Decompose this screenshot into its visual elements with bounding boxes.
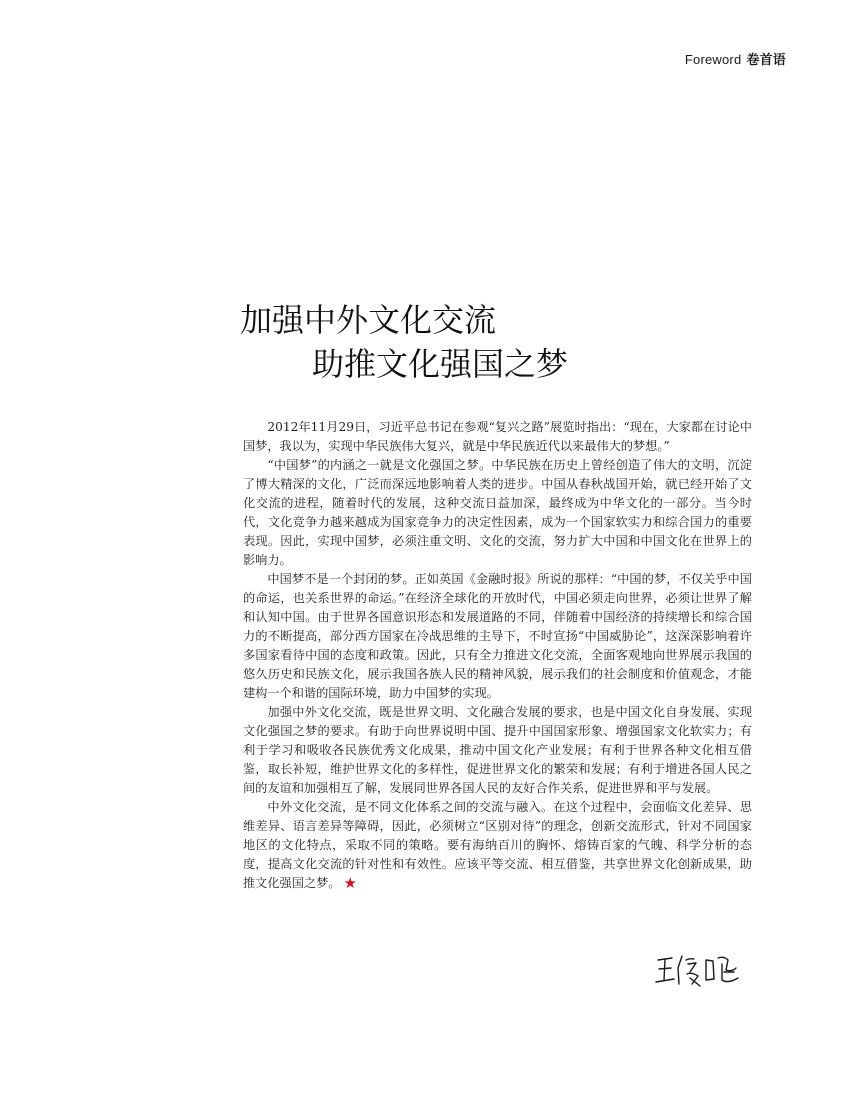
paragraph: “中国梦”的内涵之一就是文化强国之梦。中华民族在历史上曾经创造了伟大的文明，沉淀了博大精深的文化，广泛而深远地影响着人类的进步。中国从春秋战国开始，就已经开始了文化交流的进程，随着时代的发展，这种交流日益加深，最终成为中华文化的一部分。当今时代，文化竞争力越来越成为国家竞争力的决定性因素，成为一个国家软实力和综合国力的重要表现。因此，实现中国梦，必须注重文明、文化的交流，努力扩大中国和中国文化在世界上的影响力。 <box>243 458 752 567</box>
paragraph-last <box>243 798 752 893</box>
running-header <box>685 49 786 68</box>
paragraph-text: 中外文化交流，是不同文化体系之间的交流与融入。在这个过程中，会面临文化差异、思维差异、语言差异等障碍，因此，必须树立“区别对待”的理念，创新交流形式，针对不同国家地区的文化特点，采取不同的策略。要有海纳百川的胸怀、熔铸百家的气魄、科学分析的态度，提高文化交流的针对性和有效性。应该平等交流、相互借鉴，共享世界文化创新成果，助推文化强国之梦。 <box>243 800 752 890</box>
article-body <box>243 418 752 893</box>
paragraph: 中国梦不是一个封闭的梦。正如英国《金融时报》所说的那样：“中国的梦，不仅关乎中国的命运，也关系世界的命运。”在经济全球化的开放时代，中国必须走向世界，必须让世界了解和认知中国。由于世界各国意识形态和发展道路的不同，伴随着中国经济的持续增长和综合国力的不断提高，部分西方国家在冷战思维的主导下，不时宣扬“中国威胁论”，这深深影响着许多国家看待中国的态度和政策。因此，只有全力推进文化交流，全面客观地向世界展示我国的悠久历史和民族文化，展示我国各族人民的精神风貌，展示我们的社会制度和价值观念，才能建构一个和谐的国际环境，助力中国梦的实现。 <box>243 572 752 700</box>
paragraph: 加强中外文化交流，既是世界文明、文化融合发展的要求，也是中国文化自身发展、实现文化强国之梦的要求。有助于向世界说明中国、提升中国国家形象、增强国家文化软实力；有利于学习和吸收各民族优秀文化成果，推动中国文化产业发展；有利于世界各种文化相互借鉴，取长补短，维护世界文化的多样性，促进世界文化的繁荣和发展；有利于增进各国人民之间的友谊和加强相互了解，发展同世界各国人民的友好合作关系，促进世界和平与发展。 <box>243 705 752 795</box>
header-chinese-label: 卷首语 <box>746 52 786 67</box>
title-line-1: 加强中外文化交流 <box>240 301 497 339</box>
paragraph: 2012年11月29日，习近平总书记在参观“复兴之路”展览时指出：“现在，大家都在讨论中国梦，我以为，实现中华民族伟大复兴，就是中华民族近代以来最伟大的梦想。” <box>243 420 752 453</box>
header-english-label: Foreword <box>684 52 742 67</box>
handwritten-signature <box>652 950 742 992</box>
title-line-2: 助推文化强国之梦 <box>312 345 569 383</box>
article-title <box>240 298 720 386</box>
star-icon: ★ <box>343 874 357 892</box>
